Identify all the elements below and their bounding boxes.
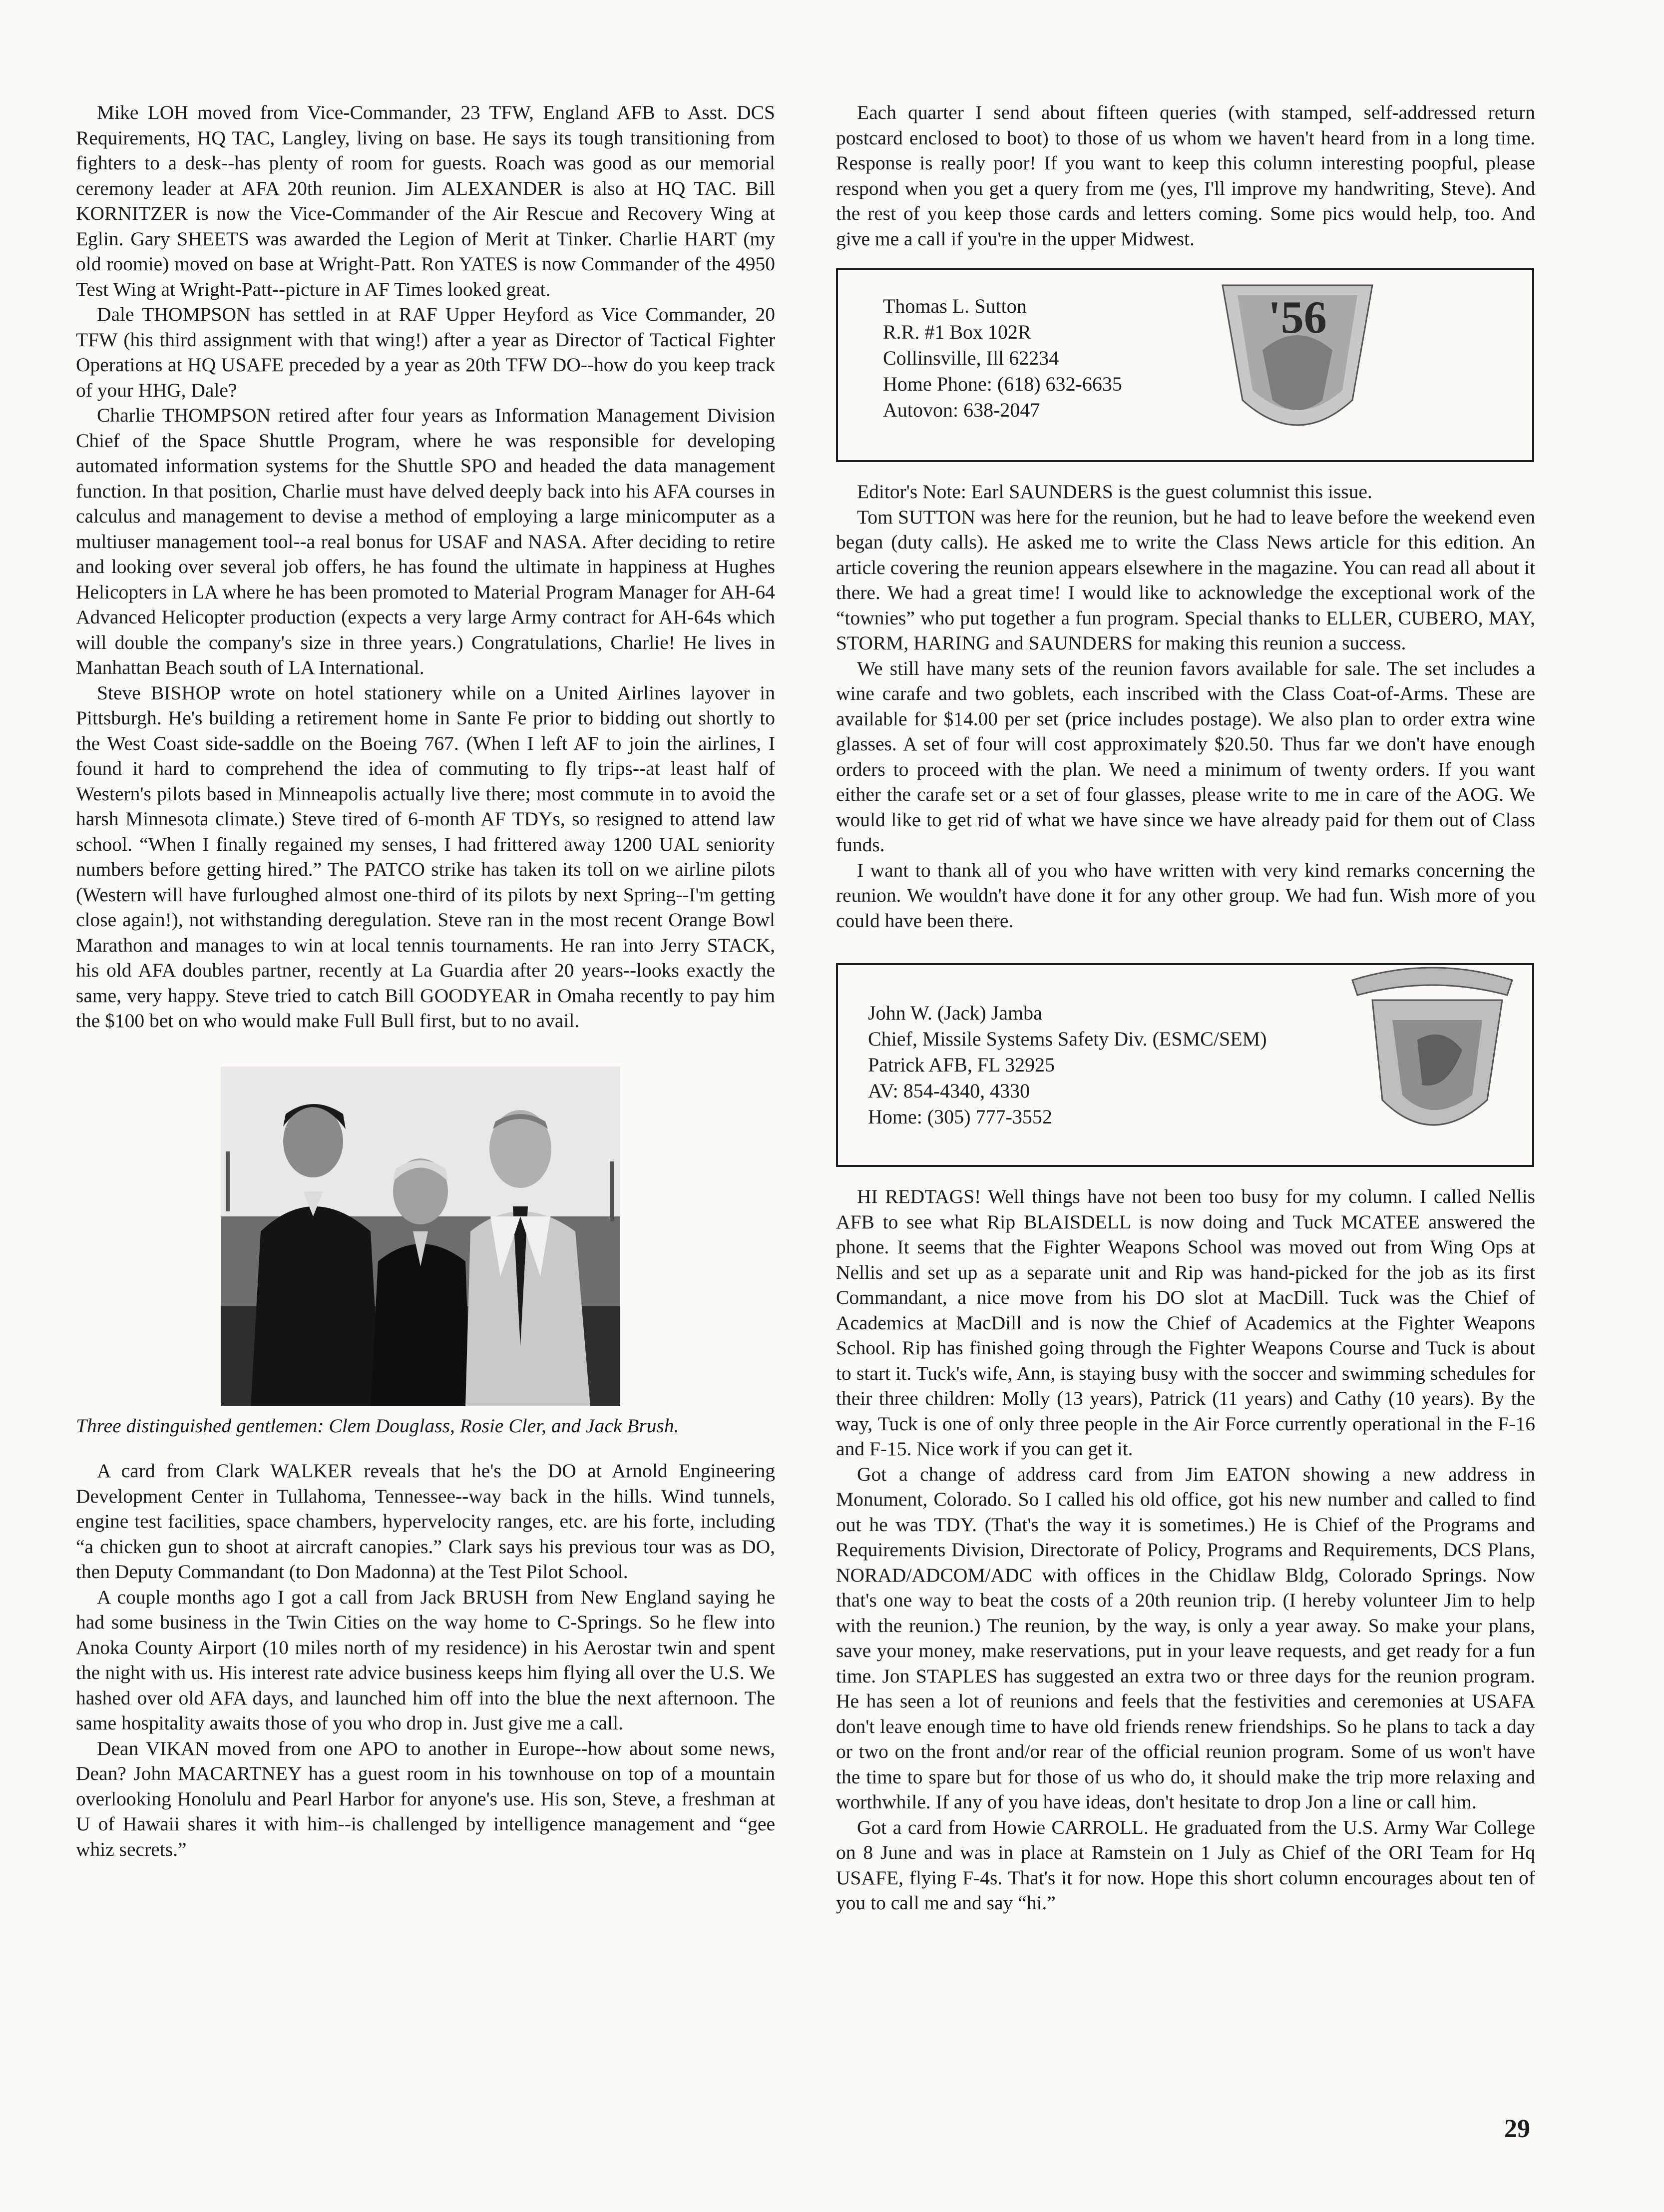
correspondent-box-jamba xyxy=(836,963,1534,1167)
group-photo xyxy=(221,1067,620,1406)
contact-address: R.R. #1 Box 102R xyxy=(883,321,1031,343)
crest-year: '56 xyxy=(1268,292,1327,343)
page-number: 29 xyxy=(1504,2115,1530,2143)
paragraph: A couple months ago I got a call from Jack BRUSH from New England saying he had some business in the Twin Cities on the way home to C-Springs. So he flew into Anoka County Airport (10 miles north of my residence) in his Aerostar twin and spent the night with us. His interest rate advice business keeps him flying all over the U.S. We hashed over old AFA days, and launched him off into the blue the next afternoon. The same hospitality awaits those of you who drop in. Just give me a call. xyxy=(76,1586,775,1734)
contact-name: Thomas L. Sutton xyxy=(883,295,1027,317)
paragraph: HI REDTAGS! Well things have not been too busy for my column. I called Nellis AFB to see what Rip BLAISDELL is now doing and Tuck MCATEE answered the phone. It seems that the Fighter Weapons School was moved out from Wing Ops at Nellis and set up as a separate unit and Rip was hand-picked for the job as its first Commandant, a nice move from his DO slot at MacDill. Tuck was the Chief of Academics at MacDill and is now the Chief of Academics at the Fighter Weapons School. Rip has finished going through the Fighter Weapons Course and Tuck is about to start it. Tuck's wife, Ann, is staying busy with the soccer and swimming schedules for their three children: Molly (13 years), Patrick (11 years) and Cathy (10 years). By the way, Tuck is one of only three people in the Air Force currently operational in the F-16 and F-15. Nice work if you can get it. xyxy=(836,1185,1535,1460)
class-crest-icon xyxy=(1218,275,1377,450)
contact-info xyxy=(883,293,1122,423)
contact-phone: Home Phone: (618) 632-6635 xyxy=(883,373,1122,395)
contact-av: AV: 854-4340, 4330 xyxy=(868,1080,1030,1102)
paragraph: I want to thank all of you who have written with very kind remarks concerning the reunion. We wouldn't have done it for any other group. We had fun. Wish more of you could have been there. xyxy=(836,859,1535,932)
class-crest-icon xyxy=(1342,960,1522,1150)
paragraph: Steve BISHOP wrote on hotel stationery while on a United Airlines layover in Pittsburgh. He's building a retirement home in Sante Fe prior to bidding out shortly to the West Coast side-saddle on the Boeing 767. (When I left AF to join the airlines, I found it hard to comprehend the idea of commuting to fly trips--at least half of Western's pilots based in Minneapolis actually live there; most commute in to avoid the harsh Minnesota climate.) Steve tired of 6-month AF TDYs, so resigned to attend law school. “When I finally regained my senses, I had frittered away 1200 UAL seniority numbers before getting hired.” The PATCO strike has taken its toll on we airline pilots (Western will have furloughed almost one-third of its pilots by next Spring--I'm getting close again!), not withstanding deregulation. Steve ran in the most recent Orange Bowl Marathon and manages to win at local tennis tournaments. He ran into Jerry STACK, his old AFA doubles partner, recently at La Guardia after 20 years--looks exactly the same, very happy. Steve tried to catch Bill GOODYEAR in Omaha recently to pay him the $100 bet on who would make Full Bull first, but to no avail. xyxy=(76,681,775,1032)
contact-city: Collinsville, Ill 62234 xyxy=(883,347,1059,369)
paragraph: Dale THOMPSON has settled in at RAF Upper Heyford as Vice Commander, 20 TFW (his third assignment with that wing!) after a year as Director of Tactical Fighter Operations at HQ USAFE preceded by a year as 20th TFW DO--how do you keep track of your HHG, Dale? xyxy=(76,303,775,401)
contact-home: Home: (305) 777-3552 xyxy=(868,1106,1052,1128)
photo-illustration xyxy=(221,1067,620,1406)
correspondent-box-sutton xyxy=(836,268,1534,462)
photo-caption: Three distinguished gentlemen: Clem Douglass, Rosie Cler, and Jack Brush. xyxy=(76,1414,679,1437)
paragraph: Editor's Note: Earl SAUNDERS is the guest columnist this issue. xyxy=(857,481,1372,503)
paragraph: Dean VIKAN moved from one APO to another in Europe--how about some news, Dean? John MACARTNEY has a guest room in his townhouse on top of a mountain overlooking Honolulu and Pearl Harbor for anyone's use. His son, Steve, a freshman at U of Hawaii shares it with him--is challenged by intelligence management and “gee whiz secrets.” xyxy=(76,1737,775,1860)
paragraph: Got a card from Howie CARROLL. He graduated from the U.S. Army War College on 8 June and was in place at Ramstein on 1 July as Chief of the ORI Team for Hq USAFE, flying F-4s. That's it for now. Hope this short column encourages about ten of you to call me and say “hi.” xyxy=(836,1816,1535,1914)
paragraph: Each quarter I send about fifteen queries (with stamped, self-addressed return postcard enclosed to boot) to those of us whom we haven't heard from in a long time. Response is really poor! If you want to keep this column interesting poopful, please respond when you get a query from me (yes, I'll improve my handwriting, Steve). And the rest of you keep those cards and letters coming. Some pics would help, too. And give me a call if you're in the upper Midwest. xyxy=(836,101,1535,250)
left-column xyxy=(76,100,775,1862)
paragraph: Got a change of address card from Jim EATON showing a new address in Monument, Colorado. So I called his old office, got his new number and called to find out he was TDY. (That's the way it is sometimes.) He is Chief of the Programs and Requirements Division, Directorate of Policy, Programs and Requirements, DCS Plans, NORAD/ADCOM/ADC with offices in the Chidlaw Bldg, Colorado Springs. Now that's one way to beat the costs of a 20th reunion trip. (I hereby volunteer Jim to help with the reunion.) The reunion, by the way, is only a year away. So make your plans, save your money, make reservations, put in your leave requests, and get ready for a fun time. Jon STAPLES has suggested an extra two or three days for the reunion program. He has seen a lot of reunions and feels that the festivities and ceremonies at USAFA don't leave enough time to have old friends renew friendships. So he plans to tack a day or two on the front and/or rear of the official reunion program. Some of us won't have the time to spare but for those of us who do, it should make the trip more relaxing and worthwhile. If any of you have ideas, don't hesitate to drop Jon a line or call him. xyxy=(836,1463,1535,1813)
contact-info xyxy=(868,1000,1267,1130)
paragraph: Mike LOH moved from Vice-Commander, 23 TFW, England AFB to Asst. DCS Requirements, HQ TAC, Langley, living on base. He says its tough transitioning from fighters to a desk--has plenty of room for guests. Roach was good as our memorial ceremony leader at AFA 20th reunion. Jim ALEXANDER is also at HQ TAC. Bill KORNITZER is now the Vice-Commander of the Air Rescue and Recovery Wing at Eglin. Gary SHEETS was awarded the Legion of Merit at Tinker. Charlie HART (my old roomie) moved on base at Wright-Patt. Ron YATES is now Commander of the 4950 Test Wing at Wright-Patt--picture in AF Times looked great. xyxy=(76,101,775,300)
paragraph: Tom SUTTON was here for the reunion, but he had to leave before the weekend even began (duty calls). He asked me to write the Class News article for this edition. An article covering the reunion appears elsewhere in the magazine. You can read all about it there. We had a great time! I would like to acknowledge the exceptional work of the “townies” who put together a fun program. Special thanks to ELLER, CUBERO, MAY, STORM, HARING and SAUNDERS for making this reunion a success. xyxy=(836,506,1535,654)
right-column xyxy=(836,100,1535,1916)
paragraph: Charlie THOMPSON retired after four years as Information Management Division Chief of the Space Shuttle Program, where he was responsible for developing automated information systems for the Shuttle SPO and headed the data management function. In that position, Charlie must have delved deeply back into his AFA courses in calculus and management to devise a method of employing a large minicomputer as a multiuser management tool--a real bonus for USAF and NASA. After deciding to retire and looking over several job offers, he has found the ultimate in happiness at Hughes Helicopters in LA where he has been promoted to Material Program Manager for AH-64 Advanced Helicopter production (expects a very large Army contract for AH-64s which will double the company's size in three years.) Congratulations, Charlie! He lives in Manhattan Beach south of LA International. xyxy=(76,404,775,678)
contact-title: Chief, Missile Systems Safety Div. (ESMC/SEM) xyxy=(868,1028,1267,1050)
paragraph: We still have many sets of the reunion favors available for sale. The set includes a wine carafe and two goblets, each inscribed with the Class Coat-of-Arms. These are available for $14.00 per set (price includes postage). We also plan to order extra wine glasses. A set of four will cost approximately $20.50. Thus far we don't have enough orders to proceed with the plan. We need a minimum of twenty orders. If you want either the carafe set or a set of four glasses, please write to me in care of the AOG. We would like to get rid of what we have since we have already paid for them out of Class funds. xyxy=(836,657,1535,856)
photo-figure xyxy=(221,1067,620,1406)
contact-address: Patrick AFB, FL 32925 xyxy=(868,1054,1055,1076)
paragraph: A card from Clark WALKER reveals that he's the DO at Arnold Engineering Development Center in Tullahoma, Tennessee--way back in the hills. Wind tunnels, engine test facilities, space chambers, hypervelocity ranges, etc. are his forte, including “a chicken gun to shoot at aircraft canopies.” Clark says his previous tour was as DO, then Deputy Commandant (to Don Madonna) at the Test Pilot School. xyxy=(76,1460,775,1583)
contact-autovon: Autovon: 638-2047 xyxy=(883,399,1040,421)
contact-name: John W. (Jack) Jamba xyxy=(868,1002,1042,1024)
